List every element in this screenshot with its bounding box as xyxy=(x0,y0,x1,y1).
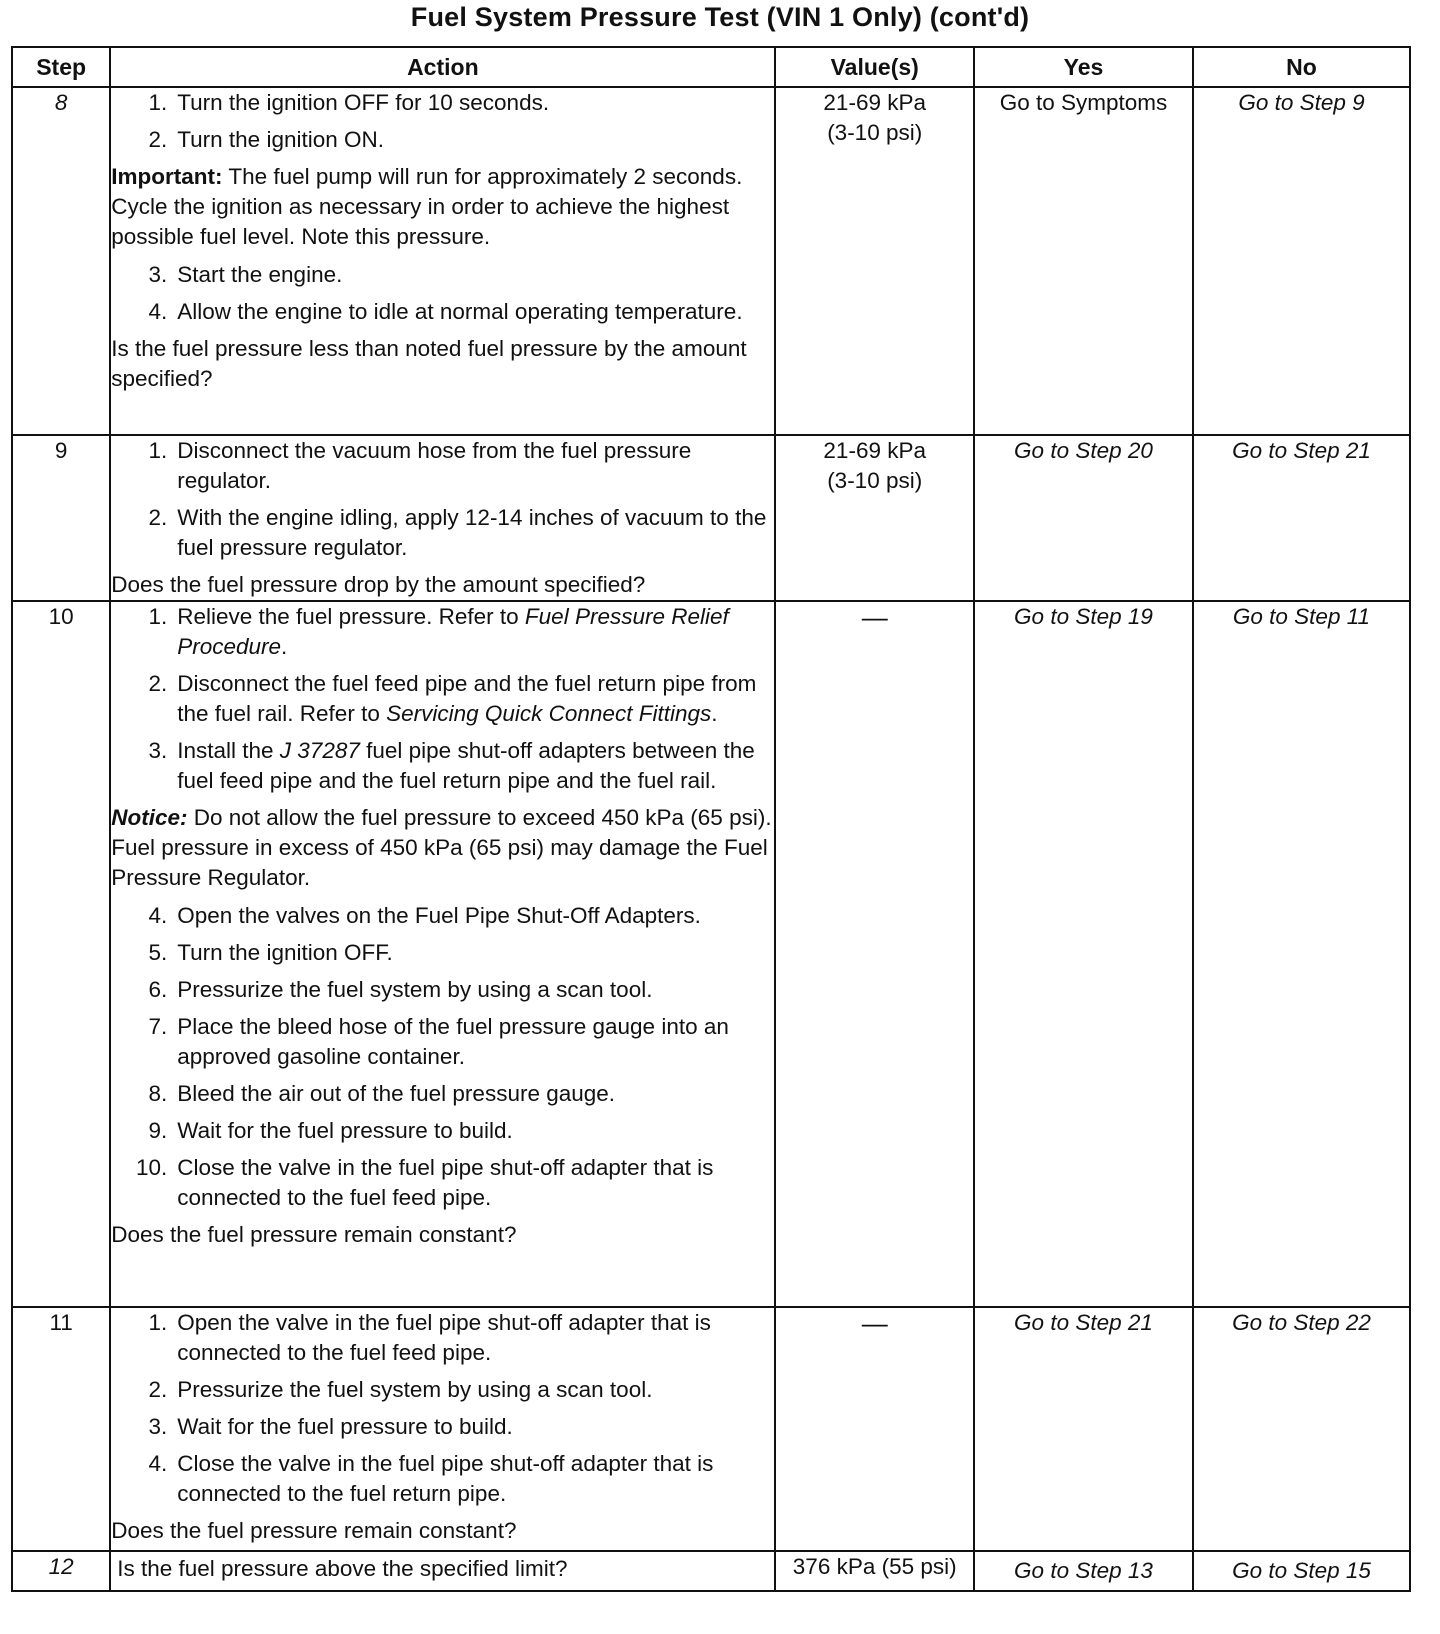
no-result: Go to Step 11 xyxy=(1193,601,1410,1307)
list-item: 6. Pressurize the fuel system by using a scan tool. xyxy=(148,977,653,1002)
action-list xyxy=(111,436,774,563)
value-cell: 376 kPa (55 psi) xyxy=(775,1551,974,1591)
action-cell xyxy=(110,435,775,601)
value-cell: — xyxy=(775,601,974,1307)
step-number: 9 xyxy=(12,435,110,601)
list-item: 2. Pressurize the fuel system by using a scan tool. xyxy=(148,1377,653,1402)
no-result: Go to Step 21 xyxy=(1193,435,1410,601)
value-cell: 21-69 kPa (3-10 psi) xyxy=(775,435,974,601)
page-title: Fuel System Pressure Test (VIN 1 Only) (cont'd) xyxy=(410,2,1030,32)
table-row xyxy=(12,1551,1410,1591)
reference-link-text: Fuel Pressure Relief Procedure xyxy=(177,604,729,659)
list-item: 10. Close the valve in the fuel pipe shut-off adapter that is connected to the fuel feed pipe. xyxy=(135,1155,714,1210)
column-header-yes: Yes xyxy=(974,47,1193,87)
question-text: Is the fuel pressure above the specified limit? xyxy=(117,1556,568,1581)
list-item: 8. Bleed the air out of the fuel pressure gauge. xyxy=(148,1081,616,1106)
list-item: 4. Open the valves on the Fuel Pipe Shut-Off Adapters. xyxy=(148,903,701,928)
column-header-no: No xyxy=(1193,47,1410,87)
value-cell: — xyxy=(775,1307,974,1551)
notice-note: Notice: Do not allow the fuel pressure to exceed 450 kPa (65 psi). Fuel pressure in excess of 450 kPa (65 psi) may damage the Fuel Pressure Regulator. xyxy=(111,805,772,890)
list-item: 9. Wait for the fuel pressure to build. xyxy=(148,1118,513,1143)
list-item: 1. Disconnect the vacuum hose from the fuel pressure regulator. xyxy=(148,438,692,493)
list-item: 5. Turn the ignition OFF. xyxy=(148,940,393,965)
question-text: Is the fuel pressure less than noted fuel pressure by the amount specified? xyxy=(111,336,747,391)
list-item: 1. Relieve the fuel pressure. Refer to Fuel Pressure Relief Procedure. xyxy=(148,604,729,659)
column-header-action: Action xyxy=(110,47,775,87)
action-cell xyxy=(110,1307,775,1551)
tool-reference: J 37287 xyxy=(279,738,360,763)
question-text: Does the fuel pressure remain constant? xyxy=(111,1222,517,1247)
reference-link-text: Servicing Quick Connect Fittings xyxy=(386,701,712,726)
list-item: 4. Close the valve in the fuel pipe shut-off adapter that is connected to the fuel return pipe. xyxy=(148,1451,714,1506)
step-number: 10 xyxy=(12,601,110,1307)
action-list xyxy=(111,602,774,796)
list-item: 3. Wait for the fuel pressure to build. xyxy=(148,1414,513,1439)
yes-result: Go to Step 19 xyxy=(974,601,1193,1307)
procedure-table xyxy=(11,46,1411,1592)
yes-result: Go to Step 20 xyxy=(974,435,1193,601)
table-row xyxy=(12,87,1410,435)
important-note: Important: The fuel pump will run for approximately 2 seconds. Cycle the ignition as necessary in order to achieve the highest possible fuel level. Note this pressure. xyxy=(111,164,743,249)
table-row xyxy=(12,1307,1410,1551)
step-number: 12 xyxy=(12,1551,110,1591)
no-result: Go to Step 9 xyxy=(1193,87,1410,435)
yes-result: Go to Symptoms xyxy=(974,87,1193,435)
column-header-values: Value(s) xyxy=(775,47,974,87)
list-item: 2. Disconnect the fuel feed pipe and the fuel return pipe from the fuel rail. Refer to Servicing Quick Connect Fittings. xyxy=(148,671,757,726)
action-cell xyxy=(110,1551,775,1591)
list-item: 2. Turn the ignition ON. xyxy=(148,127,384,152)
list-item: 1. Open the valve in the fuel pipe shut-off adapter that is connected to the fuel feed pipe. xyxy=(148,1310,711,1365)
action-list xyxy=(111,88,774,155)
action-list xyxy=(111,260,774,327)
action-cell xyxy=(110,601,775,1307)
step-number: 11 xyxy=(12,1307,110,1551)
list-item: 1. Turn the ignition OFF for 10 seconds. xyxy=(148,90,550,115)
no-result: Go to Step 22 xyxy=(1193,1307,1410,1551)
value-cell: 21-69 kPa (3-10 psi) xyxy=(775,87,974,435)
yes-result: Go to Step 21 xyxy=(974,1307,1193,1551)
yes-result: Go to Step 13 xyxy=(974,1551,1193,1591)
list-item: 3. Install the J 37287 fuel pipe shut-off adapters between the fuel feed pipe and the fuel return pipe and the fuel rail. xyxy=(148,738,755,793)
column-header-step: Step xyxy=(12,47,110,87)
table-row xyxy=(12,435,1410,601)
no-result: Go to Step 15 xyxy=(1193,1551,1410,1591)
question-text: Does the fuel pressure drop by the amount specified? xyxy=(111,572,646,597)
list-item: 7. Place the bleed hose of the fuel pressure gauge into an approved gasoline container. xyxy=(148,1014,729,1069)
action-cell xyxy=(110,87,775,435)
list-item: 2. With the engine idling, apply 12-14 inches of vacuum to the fuel pressure regulator. xyxy=(148,505,767,560)
table-header-row xyxy=(12,47,1410,87)
question-text: Does the fuel pressure remain constant? xyxy=(111,1518,517,1543)
action-list xyxy=(111,1308,774,1509)
list-item: 3. Start the engine. xyxy=(148,262,343,287)
list-item: 4. Allow the engine to idle at normal operating temperature. xyxy=(148,299,743,324)
table-row xyxy=(12,601,1410,1307)
step-number: 8 xyxy=(12,87,110,435)
action-list xyxy=(111,901,774,1213)
